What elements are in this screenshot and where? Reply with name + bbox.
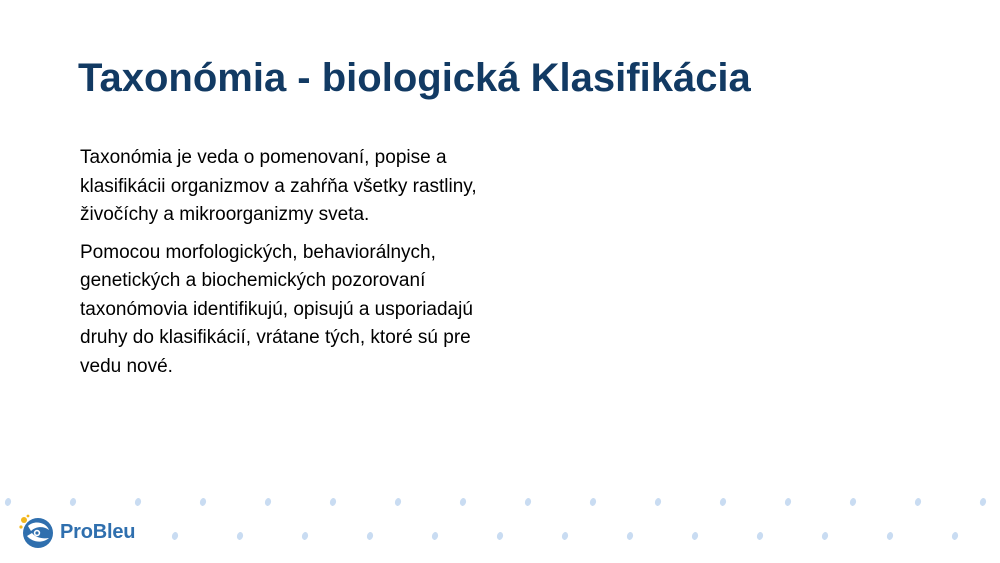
decorative-dot [654, 497, 662, 506]
decorative-dot [691, 531, 699, 540]
slide-title: Taxonómia - biologická Klasifikácia [78, 56, 751, 100]
decorative-dot [236, 531, 244, 540]
decorative-dot [784, 497, 792, 506]
decorative-dot [979, 497, 987, 506]
decorative-dot [69, 497, 77, 506]
decorative-dot [329, 497, 337, 506]
globe-swirl-icon [16, 512, 56, 552]
logo-text: ProBleu [60, 520, 136, 543]
decorative-dot [264, 497, 272, 506]
decorative-dot [626, 531, 634, 540]
probleu-logo [16, 512, 135, 552]
slide-body [80, 144, 510, 390]
decorative-dot [524, 497, 532, 506]
paragraph-methods: Pomocou morfologických, behaviorálnych, genetických a biochemických pozorovaní taxonómovia identifikujú, opisujú a usporiadajú druhy do klasifikácií, vrátane tých, ktoré sú pre vedu nové. [80, 241, 473, 377]
decorative-dot [821, 531, 829, 540]
decorative-dot [914, 497, 922, 506]
decorative-dot [366, 531, 374, 540]
decorative-dot [951, 531, 959, 540]
decorative-dot [171, 531, 179, 540]
decorative-dot [4, 497, 12, 506]
decorative-dot [886, 531, 894, 540]
decorative-dot-pattern [0, 488, 1000, 558]
decorative-dot [431, 531, 439, 540]
decorative-dot [496, 531, 504, 540]
decorative-dot [134, 497, 142, 506]
decorative-dot [849, 497, 857, 506]
decorative-dot [301, 531, 309, 540]
decorative-dot [561, 531, 569, 540]
decorative-dot [756, 531, 764, 540]
decorative-dot [459, 497, 467, 506]
decorative-dot [394, 497, 402, 506]
decorative-dot [199, 497, 207, 506]
decorative-dot [719, 497, 727, 506]
paragraph-definition: Taxonómia je veda o pomenovaní, popise a klasifikácii organizmov a zahŕňa všetky rastliny, živočíchy a mikroorganizmy sveta. [80, 147, 477, 225]
decorative-dot [589, 497, 597, 506]
